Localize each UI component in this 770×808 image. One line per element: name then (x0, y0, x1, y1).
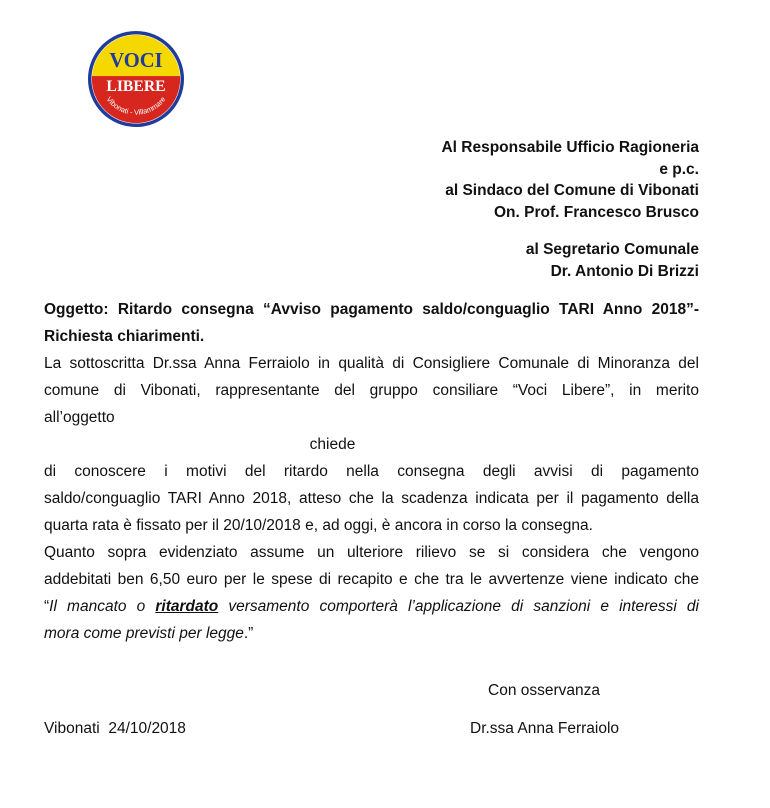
recipient-segretario: al Segretario Comunale (525, 241, 699, 258)
svg-text:VOCI: VOCI (109, 50, 163, 73)
request-line-2: saldo/conguaglio TARI Anno 2018, atteso che la scadenza indicata per il pagamento della (44, 490, 699, 507)
svg-text:Vibonati - Villammare: Vibonati - Villammare (104, 94, 168, 117)
intro-line-3: all’oggetto (44, 409, 115, 426)
chiede-word: chiede (309, 436, 356, 453)
quote-close: .” (243, 625, 254, 642)
quote-part-2: versamento comporterà l’applicazione di sanzioni e interessi di (218, 598, 699, 615)
intro-paragraph (44, 350, 699, 431)
quote-line-2-text: mora come previsti per legge (44, 625, 244, 642)
request-line-3: quarta rata è fissato per il 20/10/2018 e, ad oggi, è ancora in corso la consegna. (44, 517, 593, 534)
letter-body (44, 296, 699, 647)
recipient-segretario-name: Dr. Antonio Di Brizzi (550, 262, 699, 280)
intro-line-2: comune di Vibonati, rappresentante del gruppo consiliare “Voci Libere”, in merito (44, 382, 699, 399)
subject-line-2: Richiesta chiarimenti. (44, 328, 205, 345)
quote-line-2 (44, 620, 699, 647)
quote-open: “ (44, 598, 50, 615)
quote-emphasis: ritardato (155, 598, 219, 615)
recipient-sindaco: al Sindaco del Comune di Vibonati (445, 182, 699, 199)
note-paragraph (44, 539, 699, 593)
quote-part-1: Il mancato o (49, 598, 156, 615)
request-line-1: di conoscere i motivi del ritardo nella consegna degli avvisi di pagamento (44, 463, 699, 480)
place-date: Vibonati 24/10/2018 (44, 720, 186, 737)
recipients-block (441, 137, 699, 282)
recipient-ragioneria: Al Responsabile Ufficio Ragioneria (441, 139, 699, 156)
subject-line-1: Oggetto: Ritardo consegna “Avviso pagamento saldo/conguaglio TARI Anno 2018”- (44, 301, 699, 318)
request-paragraph (44, 458, 699, 539)
intro-line-1: La sottoscritta Dr.ssa Anna Ferraiolo in qualità di Consigliere Comunale di Minoranza del (44, 355, 699, 372)
note-line-2: addebitati ben 6,50 euro per le spese di recapito e che tra le avvertenze viene indicato che (44, 571, 699, 588)
voci-libere-logo (87, 30, 185, 128)
subject (44, 296, 699, 350)
quote-line-1 (44, 593, 699, 620)
svg-text:LIBERE: LIBERE (106, 77, 166, 95)
note-line-1: Quanto sopra evidenziato assume un ulteriore rilievo se si considera che vengono (44, 544, 699, 561)
recipient-pc: e p.c. (659, 160, 699, 178)
recipient-sindaco-name: On. Prof. Francesco Brusco (494, 203, 699, 221)
quote-paragraph (44, 593, 699, 647)
signature: Dr.ssa Anna Ferraiolo (470, 720, 620, 737)
closing: Con osservanza (488, 682, 601, 699)
